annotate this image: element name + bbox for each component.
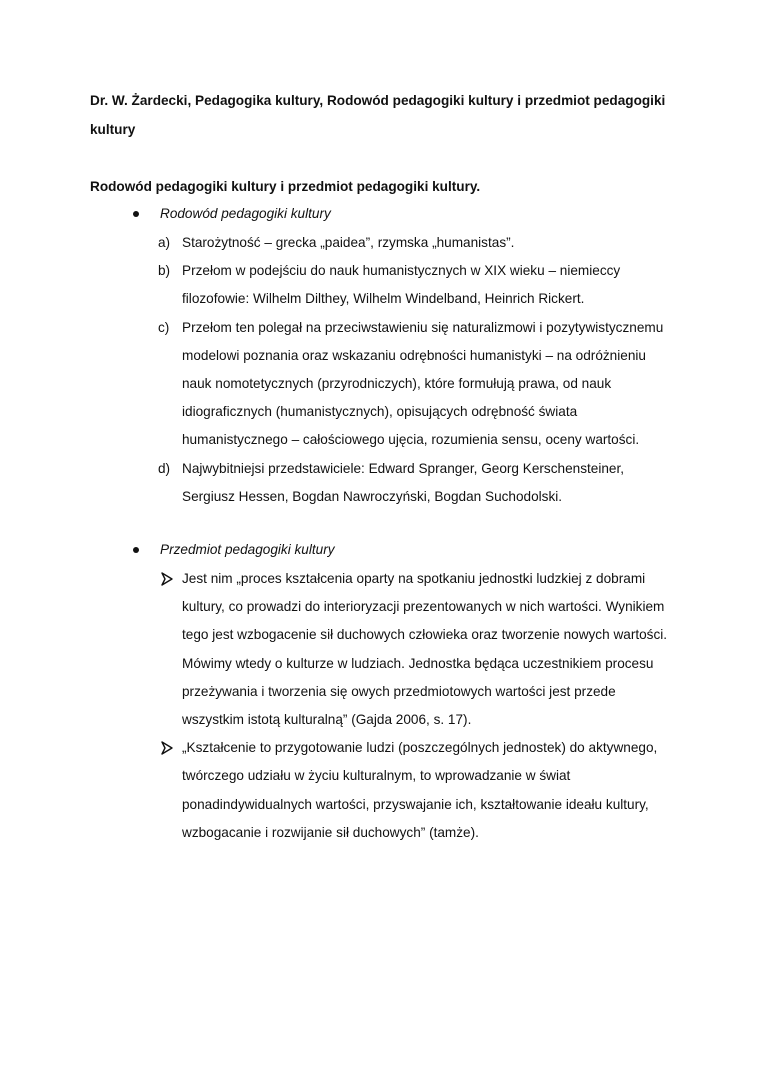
list-item-text: „Kształcenie to przygotowanie ludzi (poszczególnych jednostek) do aktywnego, twórczego udziału w życiu kulturalnym, to wprowadzanie w świat ponadindywidualnych wartości, przyswajanie ich, kształtowanie ideału kultury, wzbogacanie i rozwijanie sił duchowych” (tamże). bbox=[182, 740, 658, 840]
list-item-text: Przełom w podejściu do nauk humanistycznych w XIX wieku – niemieccy filozofowie: Wilhelm Dilthey, Wilhelm Windelband, Heinrich Rickert. bbox=[182, 263, 621, 307]
bullet-dot-icon bbox=[133, 211, 139, 217]
list-item bbox=[158, 257, 678, 313]
list-item bbox=[158, 314, 678, 455]
section-title: Rodowód pedagogiki kultury i przedmiot pedagogiki kultury. bbox=[90, 179, 481, 194]
list-item bbox=[158, 734, 678, 847]
list-item-text: Starożytność – grecka „paidea”, rzymska „humanistas”. bbox=[182, 235, 515, 250]
list-marker: a) bbox=[158, 235, 171, 250]
list-item-text: Jest nim „proces kształcenia oparty na spotkaniu jednostki ludzkiej z dobrami kultury, co prowadzi do interioryzacji prezentowanych w nich wartości. Wynikiem tego jest wzbogacenie sił duchowych człowieka oraz tworzenie nowych wartości. Mówimy wtedy o kulturze w ludziach. Jednostka będąca uczestnikiem procesu przeżywania i tworzenia się owych przedmiotowych wartości jest przede wszystkim istotą kulturalną” (Gajda 2006, s. 17). bbox=[182, 571, 668, 728]
list-item bbox=[158, 455, 678, 511]
list-item-text: Przełom ten polegał na przeciwstawieniu się naturalizmowi i pozytywistycznemu modelowi poznania oraz wskazaniu odrębności humanistyki – na odróżnieniu nauk nomotetycznych (przyrodniczych), które formułują prawa, od nauk idiograficznych (humanistycznych), opisujących odrębność świata humanistycznego – całościowego ujęcia, rozumienia sensu, oceny wartości. bbox=[182, 319, 664, 448]
list-marker: c) bbox=[158, 319, 170, 335]
bullet-heading: Rodowód pedagogiki kultury bbox=[160, 206, 331, 221]
arrow-list bbox=[158, 565, 678, 847]
arrow-bullet-icon bbox=[160, 572, 174, 586]
list-item bbox=[158, 565, 678, 734]
list-marker: b) bbox=[158, 263, 171, 279]
list-item-text: Najwybitniejsi przedstawiciele: Edward Spranger, Georg Kerschensteiner, Sergiusz Hessen, Bogdan Nawroczyński, Bogdan Suchodolski. bbox=[182, 460, 625, 504]
bullet-heading: Przedmiot pedagogiki kultury bbox=[160, 542, 335, 557]
arrow-bullet-icon bbox=[160, 741, 174, 755]
list-marker: d) bbox=[158, 460, 171, 476]
bullet-dot-icon bbox=[133, 547, 139, 553]
lettered-list bbox=[158, 229, 678, 511]
list-item bbox=[158, 229, 678, 257]
document-title: Dr. W. Żardecki, Pedagogika kultury, Rodowód pedagogiki kultury i przedmiot pedagogiki kultury bbox=[90, 93, 666, 137]
